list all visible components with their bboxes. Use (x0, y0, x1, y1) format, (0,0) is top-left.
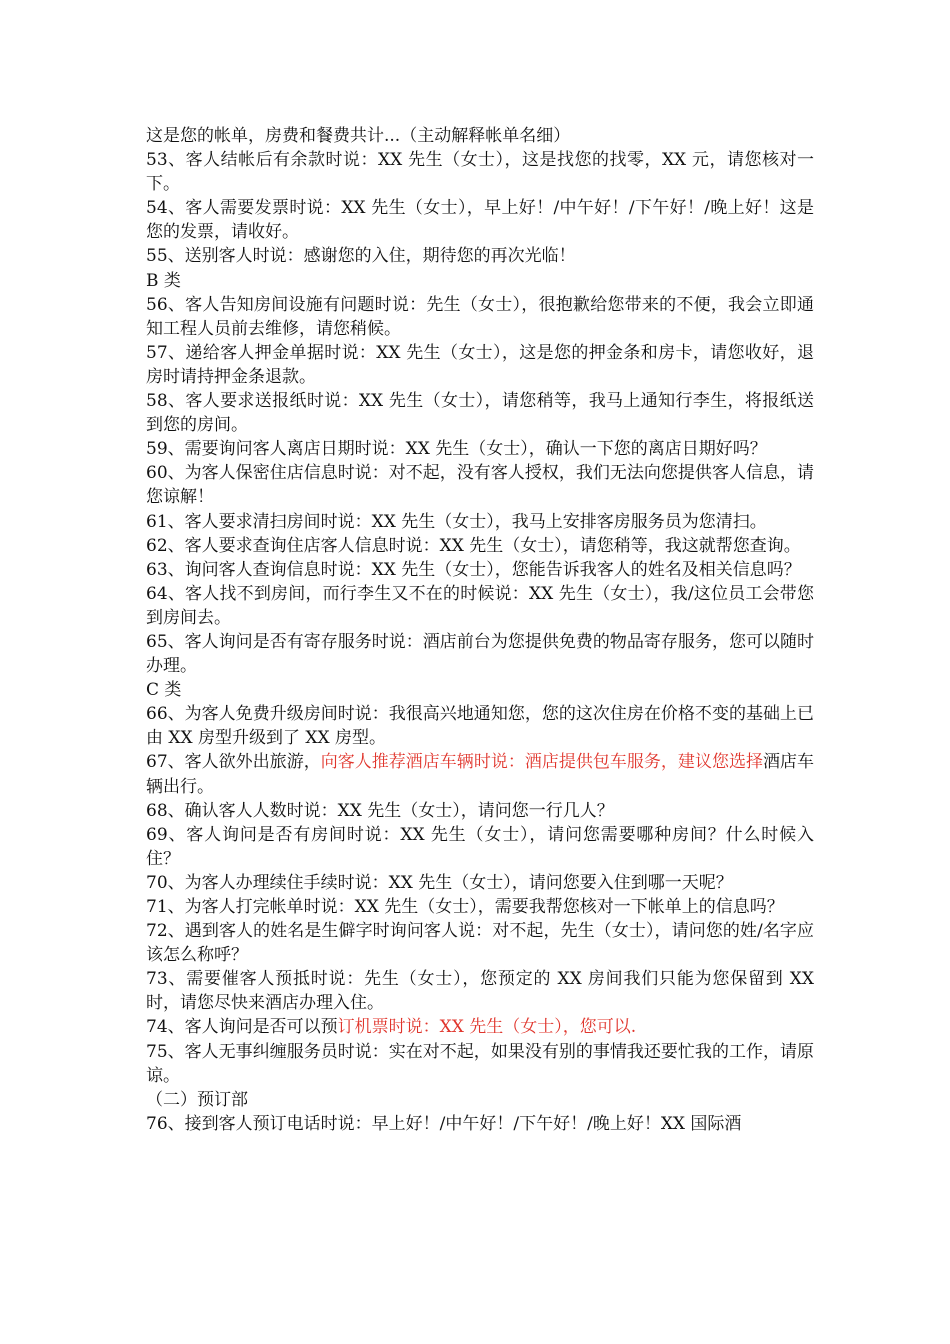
item-63: 63、询问客人查询信息时说：XX 先生（女士），您能告诉我客人的姓名及相关信息吗？ (146, 559, 801, 580)
item-67 (146, 750, 814, 798)
item-68: 68、确认客人人数时说：XX 先生（女士），请问您一行几人？ (146, 800, 614, 821)
item-64: 64、客人找不到房间，而行李生又不在的时候说：XX 先生（女士），我/这位员工会带您到房间去。 (146, 583, 814, 628)
item-61: 61、客人要求清扫房间时说：XX 先生（女士），我马上安排客房服务员为您清扫。 (146, 511, 767, 532)
item-70: 70、为客人办理续住手续时说：XX 先生（女士），请问您要入住到哪一天呢？ (146, 872, 733, 893)
item-55: 55、送别客人时说：感谢您的入住，期待您的再次光临！ (146, 246, 576, 267)
item-76: 76、接到客人预订电话时说：早上好！/中午好！/下午好！/晚上好！XX 国际酒 (146, 1113, 742, 1134)
item-59: 59、需要询问客人离店日期时说：XX 先生（女士），确认一下您的离店日期好吗？ (146, 439, 767, 460)
item-74-highlight: 订机票时说：XX 先生（女士），您可以. (337, 1017, 637, 1038)
item-65: 65、客人询问是否有寄存服务时说：酒店前台为您提供免费的物品寄存服务，您可以随时办理。 (146, 631, 814, 677)
item-53: 53、客人结帐后有余款时说：XX 先生（女士），这是找您的找零，XX 元，请您核对一下。 (146, 150, 814, 195)
item-62: 62、客人要求查询住店客人信息时说：XX 先生（女士），请您稍等，我这就帮您查询。 (146, 535, 801, 556)
item-57: 57、递给客人押金单据时说：XX 先生（女士），这是您的押金条和房卡，请您收好，退房时请持押金条退款。 (146, 342, 814, 387)
section-heading-reservation: （二）预订部 (146, 1089, 248, 1110)
item-66: 66、为客人免费升级房间时说：我很高兴地通知您，您的这次住房在价格不变的基础上已由 XX 房型升级到了 XX 房型。 (146, 704, 814, 749)
section-heading-b: B 类 (146, 270, 181, 291)
item-72: 72、遇到客人的姓名是生僻字时询问客人说：对不起，先生（女士），请问您的姓/名字应该怎么称呼？ (146, 921, 814, 966)
item-75: 75、客人无事纠缠服务员时说：实在对不起，如果没有别的事情我还要忙我的工作，请原谅。 (146, 1041, 814, 1086)
item-67-text: 67、客人欲外出旅游， (146, 752, 321, 773)
item-69: 69、客人询问是否有房间时说：XX 先生（女士），请问您需要哪种房间？什么时候入住？ (146, 824, 814, 869)
document-body (146, 124, 820, 1136)
item-56: 56、客人告知房间设施有问题时说：先生（女士），很抱歉给您带来的不便，我会立即通知工程人员前去维修，请您稍候。 (146, 294, 814, 339)
item-67-continuation: 酒店车辆出行。 (146, 752, 815, 797)
item-73: 73、需要催客人预抵时说：先生（女士），您预定的 XX 房间我们只能为您保留到 XX 时，请您尽快来酒店办理入住。 (146, 969, 820, 1014)
item-67-highlight: 向客人推荐酒店车辆时说：酒店提供包车服务，建议您选择 (320, 752, 763, 773)
item-58: 58、客人要求送报纸时说：XX 先生（女士），请您稍等，我马上通知行李生，将报纸送到您的房间。 (146, 391, 814, 436)
section-heading-c: C 类 (146, 680, 182, 701)
paragraph-bill-intro: 这是您的帐单，房费和餐费共计...（主动解释帐单名细） (146, 126, 571, 146)
item-60: 60、为客人保密住店信息时说：对不起，没有客人授权，我们无法向您提供客人信息，请您谅解！ (146, 463, 814, 508)
item-71: 71、为客人打完帐单时说：XX 先生（女士），需要我帮您核对一下帐单上的信息吗？ (146, 897, 784, 917)
item-74-text: 74、客人询问是否可以预 (146, 1017, 338, 1038)
item-74 (146, 1015, 814, 1039)
item-54: 54、客人需要发票时说：XX 先生（女士），早上好！/中午好！/下午好！/晚上好！这是您的发票，请收好。 (146, 198, 814, 243)
